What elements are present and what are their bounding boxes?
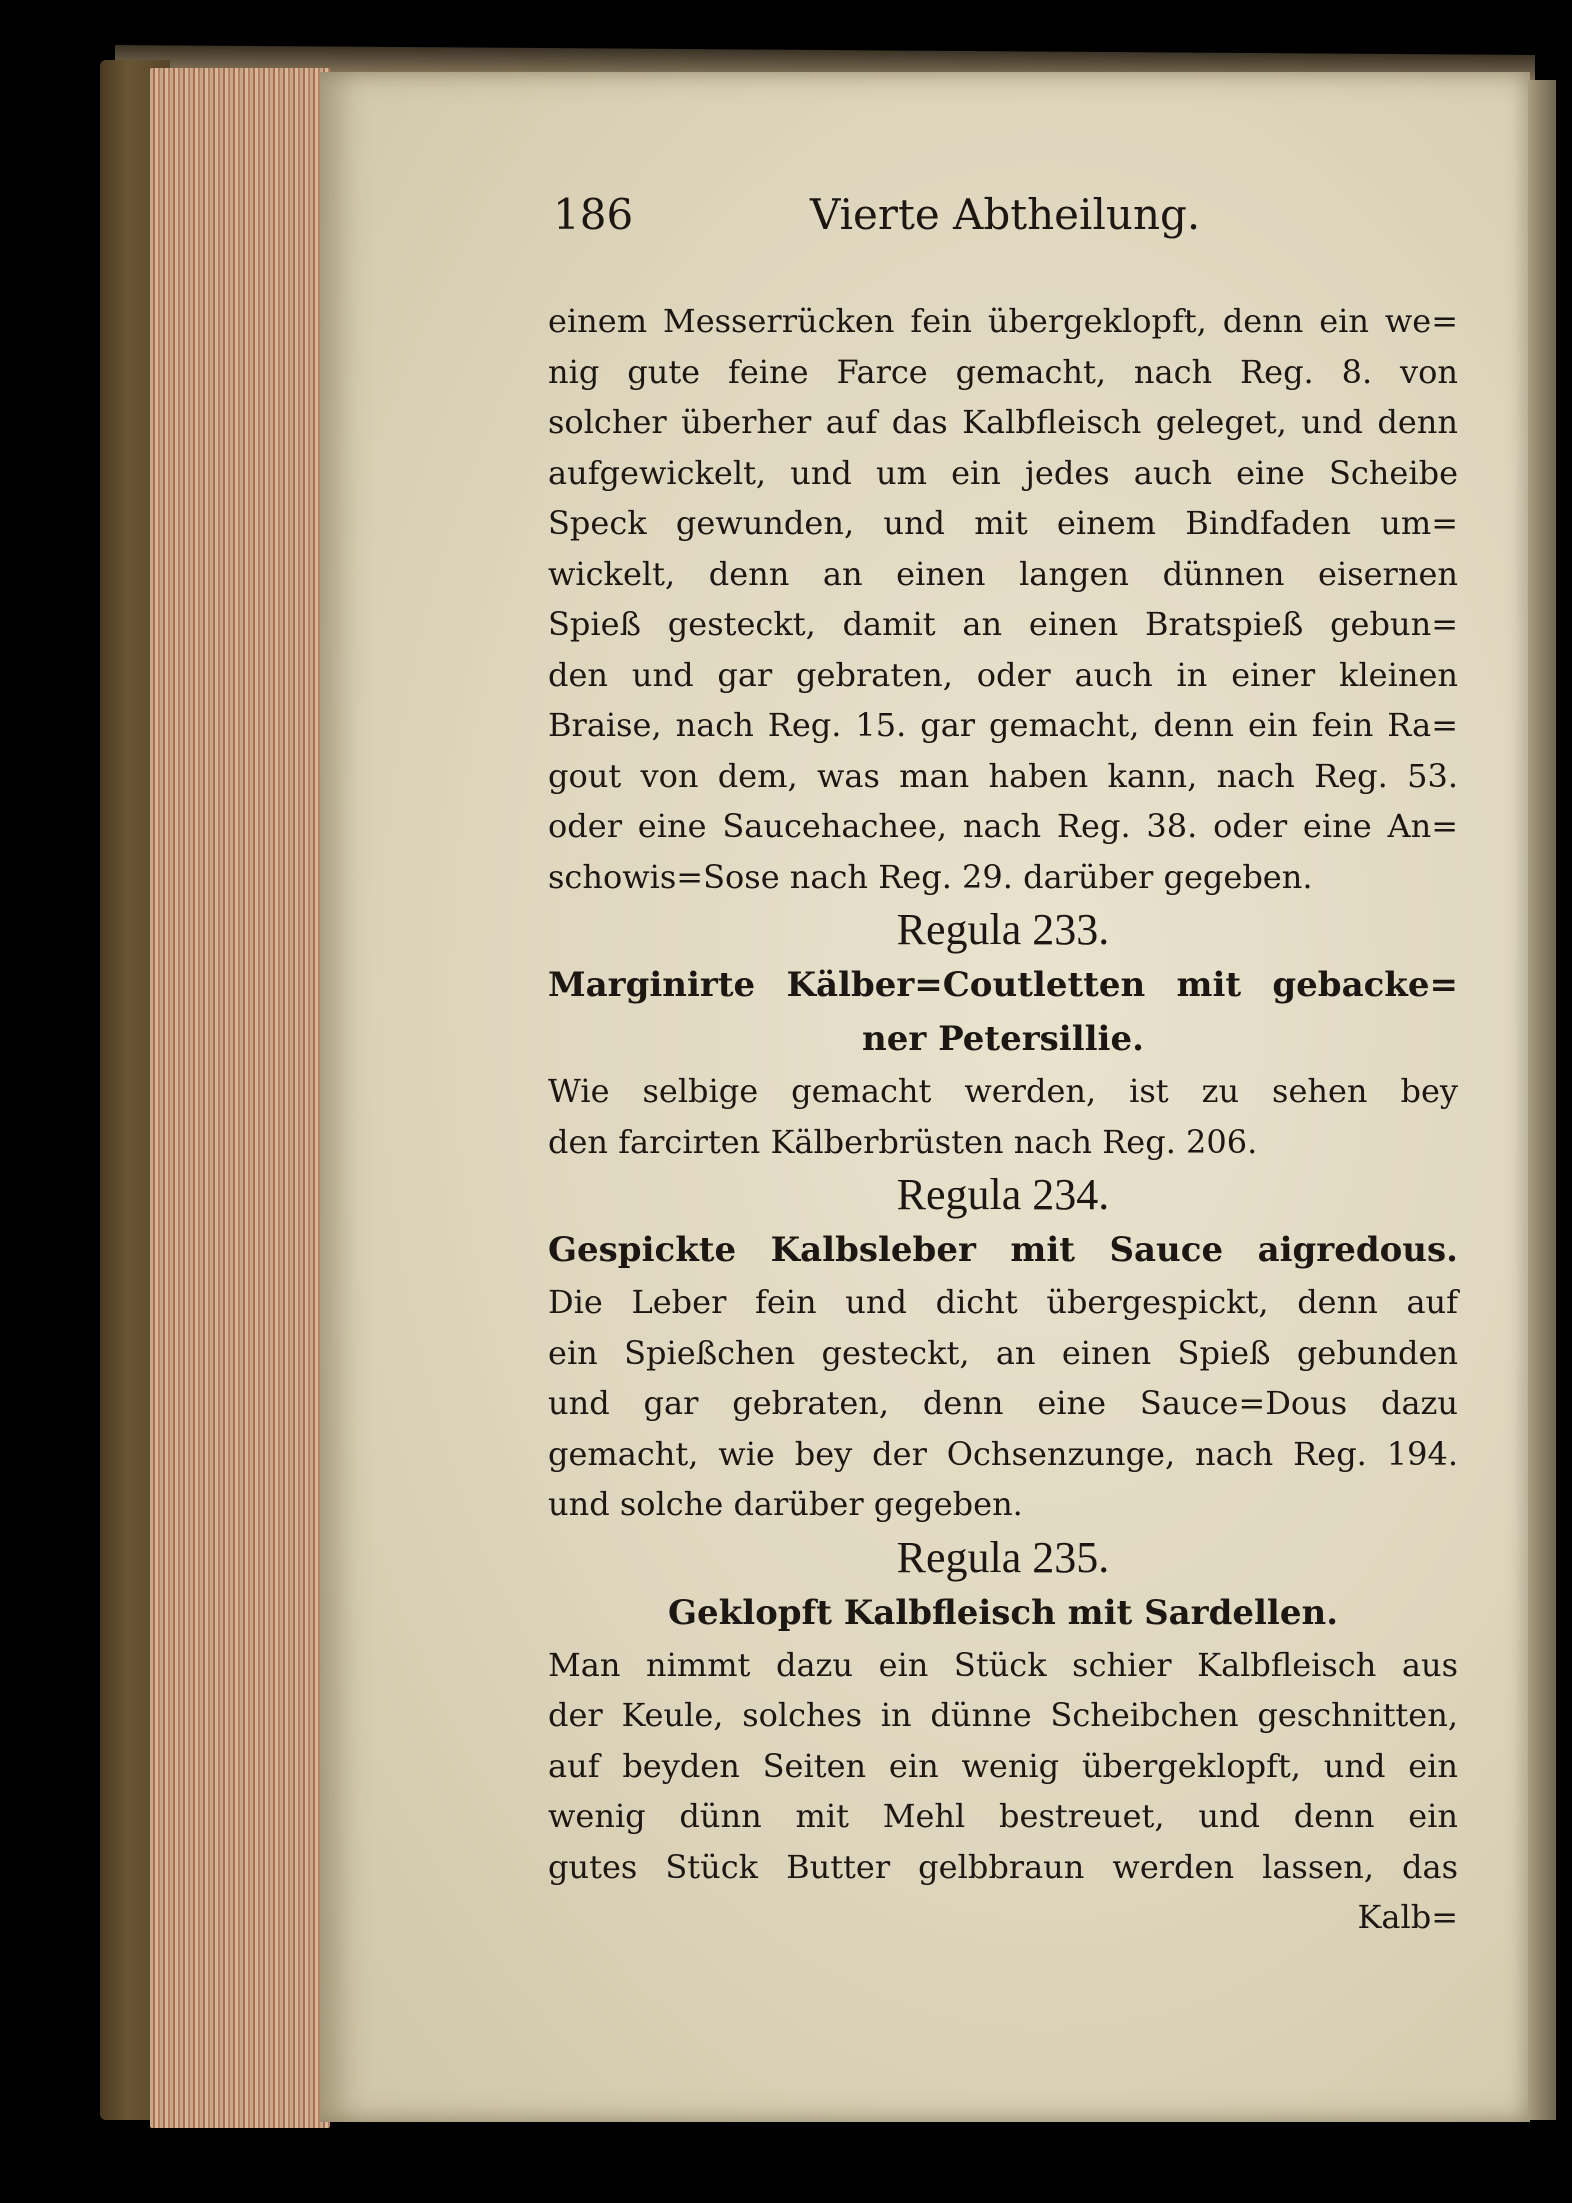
text-line: Wie selbige gemacht werden, ist zu sehen bey <box>548 1072 1458 1110</box>
running-head: Vierte Abtheilung. <box>810 190 1201 239</box>
recipe-title: Gespickte Kalbsleber mit Sauce aigredous. <box>548 1230 1458 1270</box>
text-line: schowis=Sose nach Reg. 29. darüber gegeben. <box>548 857 1313 896</box>
recipe-title: ner Petersillie. <box>862 1019 1144 1059</box>
recipe-title: Marginirte Kälber=Coutletten mit gebacke= <box>548 965 1458 1005</box>
text-line: gemacht, wie bey der Ochsenzunge, nach Reg. 194. <box>548 1434 1458 1473</box>
text-line: den und gar gebraten, oder auch in einer kleinen <box>548 655 1458 694</box>
text-line: nig gute feine Farce gemacht, nach Reg. 8. von <box>548 352 1458 391</box>
regula-number: Regula 234. <box>896 1170 1110 1219</box>
recipe-235 <box>548 1530 1458 1893</box>
recipe-233 <box>548 902 1458 1167</box>
text-line: wenig dünn mit Mehl bestreuet, und denn ein <box>548 1797 1458 1835</box>
page-body <box>548 296 1458 1943</box>
text-line: Man nimmt dazu ein Stück schier Kalbfleisch aus <box>548 1645 1458 1684</box>
text-line: und gar gebraten, denn eine Sauce=Dous dazu <box>548 1384 1458 1422</box>
text-line: Braise, nach Reg. 15. gar gemacht, denn ein fein Ra= <box>548 706 1458 744</box>
text-line: gutes Stück Butter gelbbraun werden lassen, das <box>548 1847 1458 1886</box>
text-line: einem Messerrücken fein übergeklopft, denn ein we= <box>548 302 1458 340</box>
text-line: wickelt, denn an einen langen dünnen eisernen <box>548 554 1458 593</box>
text-line: ein Spießchen gesteckt, an einen Spieß gebunden <box>548 1333 1458 1372</box>
text-line: aufgewickelt, und um ein jedes auch eine Scheibe <box>548 453 1458 492</box>
page-edges <box>150 68 330 2128</box>
text-line: gout von dem, was man haben kann, nach Reg. 53. <box>548 756 1458 795</box>
text-line: auf beyden Seiten ein wenig übergeklopft, und ein <box>548 1746 1458 1785</box>
text-line: Spieß gesteckt, damit an einen Bratspieß gebun= <box>548 605 1458 643</box>
page-right-edge <box>1528 80 1556 2120</box>
text-line: solcher überher auf das Kalbfleisch geleget, und denn <box>548 403 1458 441</box>
catchword: Kalb= <box>1357 1898 1458 1936</box>
regula-number: Regula 233. <box>896 905 1110 954</box>
text-line: der Keule, solches in dünne Scheibchen geschnitten, <box>548 1696 1458 1734</box>
text-line: oder eine Saucehachee, nach Reg. 38. oder eine An= <box>548 807 1458 845</box>
text-line: Speck gewunden, und mit einem Bindfaden um= <box>548 504 1458 542</box>
text-line: und solche darüber gegeben. <box>548 1485 1023 1523</box>
text-line: den farcirten Kälberbrüsten nach Reg. 206. <box>548 1122 1258 1161</box>
page-number: 186 <box>553 190 634 239</box>
recipe-title: Geklopft Kalbfleisch mit Sardellen. <box>667 1592 1339 1633</box>
text-line: Die Leber fein und dicht übergespickt, denn auf <box>548 1283 1458 1321</box>
regula-number: Regula 235. <box>896 1532 1110 1582</box>
continuation-paragraph <box>548 296 1458 902</box>
recipe-234 <box>548 1167 1458 1530</box>
